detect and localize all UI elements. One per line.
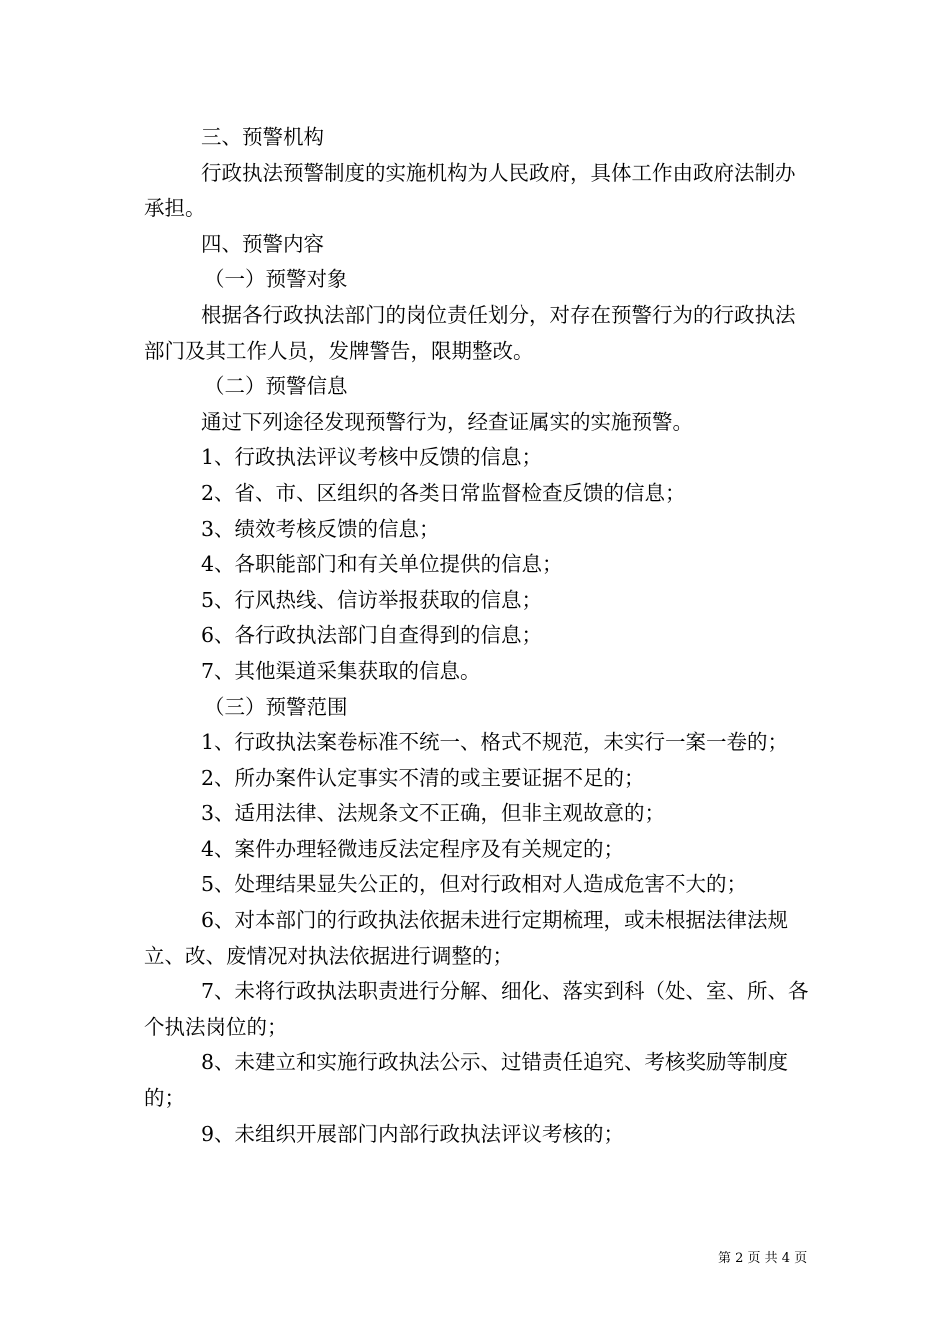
list-item: 2、省、市、区组织的各类日常监督检查反馈的信息； <box>201 480 686 505</box>
subheading-warning-info: （二）预警信息 <box>204 374 348 399</box>
list-item: 7、其他渠道采集获取的信息。 <box>201 658 481 683</box>
list-item: 6、对本部门的行政执法依据未进行定期梳理，或未根据法律法规立、改、废情况对执法依据进行调整的； <box>144 908 789 968</box>
paragraph: 行政执法预警制度的实施机构为人民政府，具体工作由政府法制办承担。 <box>144 160 796 221</box>
list-item: 8、未建立和实施行政执法公示、过错责任追究、考核奖励等制度的； <box>144 1050 789 1111</box>
list-item: 9、未组织开展部门内部行政执法评议考核的； <box>201 1121 625 1146</box>
list-item: 3、适用法律、法规条文不正确，但非主观故意的； <box>201 801 666 826</box>
subheading-warning-target: （一）预警对象 <box>204 267 348 292</box>
paragraph: 根据各行政执法部门的岗位责任划分，对存在预警行为的行政执法部门及其工作人员，发牌警告，限期整改。 <box>144 302 796 363</box>
list-item: 5、处理结果显失公正的，但对行政相对人造成危害不大的； <box>201 872 748 897</box>
list-item: 3、绩效考核反馈的信息； <box>201 516 440 541</box>
list-item: 5、行风热线、信访举报获取的信息； <box>201 587 543 612</box>
list-item: 7、未将行政执法职责进行分解、细化、落实到科（处、室、所、各个执法岗位的； <box>144 979 809 1039</box>
list-item: 1、行政执法案卷标准不统一、格式不规范，未实行一案一卷的； <box>201 730 789 755</box>
document-body <box>144 120 814 1152</box>
heading-warning-content: 四、预警内容 <box>201 231 324 256</box>
heading-warning-agency: 三、预警机构 <box>201 125 324 149</box>
list-item: 1、行政执法评议考核中反馈的信息； <box>201 445 543 470</box>
list-item: 4、各职能部门和有关单位提供的信息； <box>201 552 563 577</box>
page-number-footer: 第 2 页 共 4 页 <box>718 1251 808 1266</box>
paragraph: 通过下列途径发现预警行为，经查证属实的实施预警。 <box>201 409 693 434</box>
list-item: 6、各行政执法部门自查得到的信息； <box>201 623 543 648</box>
list-item: 4、案件办理轻微违反法定程序及有关规定的； <box>201 836 625 861</box>
subheading-warning-scope: （三）预警范围 <box>204 694 348 719</box>
list-item: 2、所办案件认定事实不清的或主要证据不足的； <box>201 765 645 790</box>
